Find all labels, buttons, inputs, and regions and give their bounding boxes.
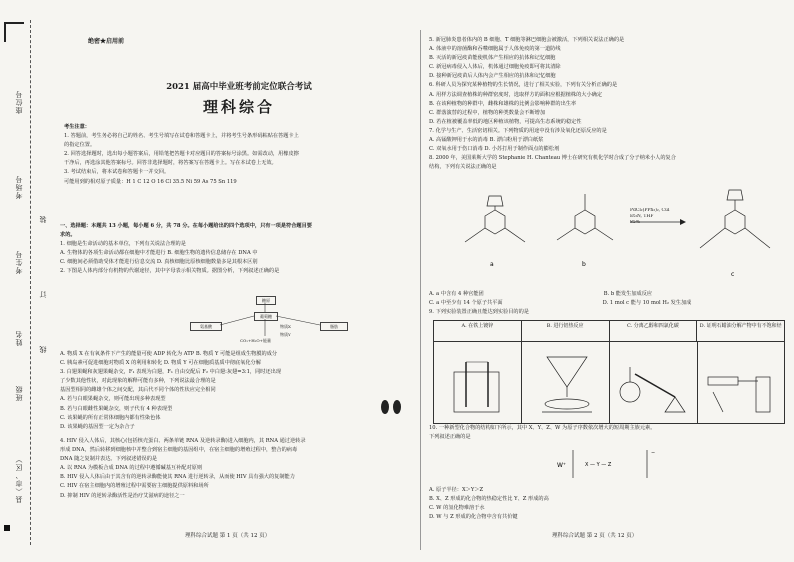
label-products: CO₂+H₂O+能量 xyxy=(240,338,272,343)
notice-block xyxy=(64,123,418,187)
q9-table xyxy=(433,320,785,424)
question-line: 形成 DNA，然后转移到细胞核中并整合到宿主细胞的基因组中，在宿主细胞的增殖过程中，整合的病毒 xyxy=(60,447,298,454)
question-line: A. 用样方法调查植株的种群密度时，选取样方的面积应根据植株的大小确定 xyxy=(429,91,603,98)
svg-text:a: a xyxy=(490,261,494,268)
section-one xyxy=(60,222,418,277)
strip-label-class: 班级 xyxy=(15,385,23,401)
distillation-apparatus xyxy=(610,342,697,422)
thermite-apparatus xyxy=(522,342,609,422)
notice-item: 的指定位置。 xyxy=(64,142,96,149)
chromosome-figure xyxy=(378,398,404,416)
notice-item: 干净后，再选涂其他答案标号。回答非选择题时，将答案写在答题卡上。写在本试卷上无效。 xyxy=(64,160,277,167)
notice-item: 3. 考试结束后，将本试卷和答题卡一并交回。 xyxy=(64,169,170,176)
strip-label-seat: 座位号 xyxy=(15,90,23,114)
box-amino-acid: 氨基酸 xyxy=(190,322,222,331)
question-line: 4. HIV 侵入人体后，其核心(包括核壳蛋白、两条单链 RNA 及逆转录酶)进入细胞内，其 RNA 通过逆转录 xyxy=(60,438,306,444)
q8-structures xyxy=(445,176,785,286)
cut-mark-ding: 订 xyxy=(39,290,47,298)
notice-title: 考生注意： xyxy=(64,124,90,130)
q9-header-c: C. 分离乙醇和四氯化碳 xyxy=(610,321,698,341)
question-line: 了少数其他性状，对此现象的解释可能有多种，下列说法最合理的是 xyxy=(60,378,216,385)
question-line: B. HIV 侵入人体后由于其含有的逆转录酶能使其 RNA 进行逆转录，从而使 HIV 具有强大的复制能力 xyxy=(60,474,295,481)
q8-options xyxy=(429,290,787,317)
reagent-line: Et₃N, THF xyxy=(630,214,654,219)
box-glycogen: 糖原 xyxy=(256,296,276,305)
box-fat: 脂肪 xyxy=(320,322,348,331)
option: B. X、Z 形成的化合物的热稳定性比 Y、Z 形成的高 xyxy=(429,496,549,503)
section-title: 一、选择题：本题共 13 小题，每小题 6 分，共 78 分。在每小题给出的四个选项中，只有一项是符合题目要 xyxy=(60,223,312,229)
left-page xyxy=(60,0,418,562)
question-line: 下列叙述正确的是 xyxy=(429,434,471,441)
secret-label: 绝密★启用前 xyxy=(88,38,125,45)
label-x: 物质X xyxy=(280,324,291,329)
question-line: B. 灭活的新冠疫苗能使机体产生相应的抗体和记忆细胞 xyxy=(429,55,556,62)
box-glucose: 葡萄糖 xyxy=(254,312,278,321)
q8-reagent xyxy=(630,208,670,226)
question-line: 7. 化学与生产、生活密切相关。下列物质的用途中没有涉及氧化还原反应的是 xyxy=(429,127,607,134)
question-line: 6. 科研人员为探究某种植物的生长情况，进行了相关实验，下列有关分析正确的是 xyxy=(429,82,618,89)
question-4 xyxy=(60,437,418,501)
question-line: 2. 下图是人体内部分有机物的代谢途径，其中字母表示相关物质。据图分析，下列叙述正确的是 xyxy=(60,268,280,275)
question-line: A. 若与白眼果蝇杂交，则可能出现多种表现型 xyxy=(60,396,166,403)
option: A. a 中含有 4 种官能团 B. b 能发生加成反应 xyxy=(429,291,653,297)
q9-header-b: B. 进行铝热反应 xyxy=(522,321,610,341)
question-line: A. 以 RNA 为模板合成 DNA 的过程中遵循碱基互补配对原则 xyxy=(60,465,203,472)
q9-apparatus-a xyxy=(434,342,522,423)
question-line: C. 该果蝇的所有正常体细胞内都有性染色体 xyxy=(60,414,161,421)
atomic-masses: 可能用到的相对原子质量：H 1 C 12 O 16 Cl 35.5 Ni 59 As 75 Sn 119 xyxy=(64,178,237,185)
question-line: A. 物质 X 在有氧条件下产生的能量可使 ADP 转化为 ATP B. 物质 Y 可能是组成生物膜的成分 xyxy=(60,351,278,357)
question-line: 3. 白翅果蝇和灰翅果蝇杂交，F₁ 表现为白翅，F₁ 自由交配后 F₂ 中白翅:灰翅=3:1，同时还出现 xyxy=(60,369,282,376)
strip-label-room: 考场号 xyxy=(15,175,23,199)
question-line: C. 细胞间必须借助受体才能进行信息交流 D. 真核细胞比原核细胞数量多是其根本区别 xyxy=(60,259,258,266)
q2-arrows xyxy=(180,296,370,344)
svg-text:b: b xyxy=(582,261,586,268)
q9-header-a: A. 在铁上镀锌 xyxy=(434,321,522,341)
label-y: 物质Y xyxy=(280,332,291,337)
exam-title: 2021 届高中毕业班考前定位联合考试 xyxy=(166,82,312,92)
svg-text:X — Y — Z: X — Y — Z xyxy=(585,462,612,468)
q10-options xyxy=(429,486,787,522)
svg-text:c: c xyxy=(731,271,735,278)
question-line: C. 群落演替的过程中，植物的种类数量会不断增加 xyxy=(429,109,546,116)
cut-line xyxy=(30,20,31,545)
question-line: B. 在该种植物的种群中，雌株和雄株的比例会影响种群的出生率 xyxy=(429,100,577,107)
question-line: C. 新冠病毒侵入人体后，机体通过细胞免疫即可将其清除 xyxy=(429,64,561,71)
question-line: D. 抑制 HIV 的逆转录酶活性是治疗艾滋病的途径之一 xyxy=(60,492,185,499)
corner-mark xyxy=(4,22,24,42)
subject-title: 理科综合 xyxy=(202,98,275,116)
question-line: C. 胰岛素可促进细胞对物质 X 的利用和转化 D. 物质 Y 可在细胞质基质中彻底氧化分解 xyxy=(60,360,261,367)
svg-text:−: − xyxy=(651,450,656,456)
right-page xyxy=(425,0,790,562)
binding-strip xyxy=(0,0,52,562)
registration-mark xyxy=(4,525,10,531)
strip-label-examinee: 考生号 xyxy=(15,250,23,274)
section-title-cont: 求的。 xyxy=(60,232,76,239)
question-line: A. 体液中的溶菌酶和吞噬细胞属于人体免疫的第一道防线 xyxy=(429,46,561,53)
question-line: 基因型相同的雌雄个体之间交配，其后代不同个体的性状应完全相同 xyxy=(60,387,216,394)
questions-5-7 xyxy=(429,36,787,172)
question-line: 8. 2000 年，美国莱斯大学的 Stephanie H. Chanteau 博士在研究有机化学时合成了分子纳米小人的复合 xyxy=(429,155,676,162)
q9-header-d: D. 证明石蜡油分解产物中有不饱和烃 xyxy=(699,323,782,329)
cut-mark-zhuang: 装 xyxy=(39,215,47,223)
q9-header-row xyxy=(434,321,784,342)
question-line: B. 若与白眼雌性果蝇杂交，则子代有 4 种表现型 xyxy=(60,405,173,412)
cracking-apparatus xyxy=(698,342,785,422)
reagent-line: 85% xyxy=(630,220,641,225)
q2-figure xyxy=(180,296,370,344)
footer-right: 理科综合试题 第 2 页（共 12 页） xyxy=(552,533,638,539)
footer-left: 理科综合试题 第 1 页（共 12 页） xyxy=(185,533,271,539)
svg-text:W⁺: W⁺ xyxy=(557,462,567,469)
question-line: A. 生物体的各项生命活动都在细胞中才能进行 B. 细胞生物的遗传信息储存在 DNA 中 xyxy=(60,250,258,257)
strip-label-name: 姓名 xyxy=(15,330,23,346)
option: A. 原子半径：X＞Y＞Z xyxy=(429,487,484,493)
option: D. W 与 Z 形成的化合物中含有共价键 xyxy=(429,514,518,521)
q10-structure xyxy=(555,444,665,484)
question-line: 结构，下列有关说法正确的是 xyxy=(429,164,497,171)
question-line: C. HIV 在宿主细胞内的增殖过程中需要宿主细胞提供原料和场所 xyxy=(60,483,209,490)
cut-mark-xian: 线 xyxy=(39,345,47,353)
reagent-line: PdCl₂(PPh₃)₂, CuI xyxy=(630,208,670,213)
question-line: A. 高锰酸钾用于水的消毒 B. 漂白粉用于漂白纸浆 xyxy=(429,137,544,144)
question-line: 1. 细胞是生命活动的基本单位，下列有关说法合理的是 xyxy=(60,241,186,248)
question-line: D. 该果蝇的基因型一定为杂合子 xyxy=(60,423,135,430)
question-line: C. 双氧水用于伤口消毒 D. 小苏打用于制作面点的膨松剂 xyxy=(429,146,560,153)
notice-item: 1. 答题前，考生务必将自己的姓名、考生号填写在试卷和答题卡上，并将考生号条形码粘贴在答题卡上 xyxy=(64,133,299,140)
electroplating-apparatus xyxy=(434,342,521,422)
question-10 xyxy=(429,424,787,442)
option: C. a 中至少有 14 个原子共平面 D. 1 mol c 能与 10 mol H₂ 发生加成 xyxy=(429,300,692,307)
notice-item: 2. 回答选择题时，选出每小题答案后，用铅笔把答题卡对应题目的答案标号涂黑。如需改动，用橡皮擦 xyxy=(64,151,299,158)
question-line: D. 接种新冠疫苗后人体内会产生相应的抗体和记忆细胞 xyxy=(429,73,556,80)
option: C. W 的氢化物难溶于水 xyxy=(429,505,485,512)
q9-image-row xyxy=(434,342,784,423)
q9-apparatus-d xyxy=(698,342,785,423)
question-line: D. 若在植被覆盖率低的地区种植该植物，可提高生态系统的稳定性 xyxy=(429,118,582,125)
strip-label-county: 县（市、区） xyxy=(15,455,23,503)
questions-2-3 xyxy=(60,350,418,432)
question-line: 10. 一种新型化合物的结构如下所示，其中 X、Y、Z、W 为原子序数依次增大的短周期主族元素。 xyxy=(429,425,656,431)
page-divider xyxy=(420,30,421,550)
q9-apparatus-c xyxy=(610,342,698,423)
question-line: 9. 下列实验装置正确且能达到实验目的的是 xyxy=(429,309,529,316)
question-line: 5. 新冠肺炎患者体内的 B 细胞、T 细胞等淋巴细胞会被激活，下列相关说法正确的是 xyxy=(429,37,625,43)
question-line: DNA 随之复制并表达。下列叙述错误的是 xyxy=(60,456,158,463)
q9-apparatus-b xyxy=(522,342,610,423)
